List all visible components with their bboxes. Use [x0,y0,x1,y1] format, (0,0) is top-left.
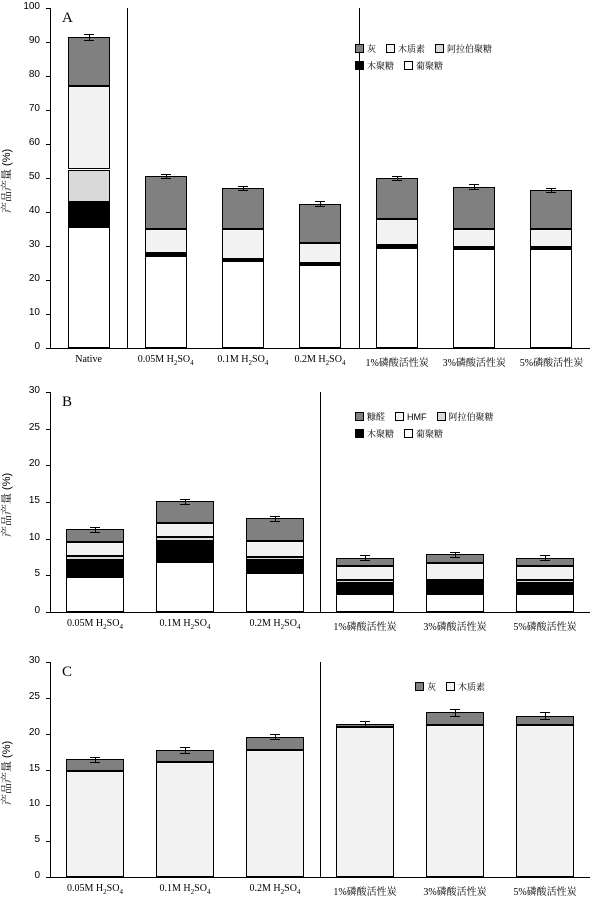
x-tick-label: 0.2M $H_2SO_4$ [249,883,301,896]
y-tick-label: 10 [28,307,40,318]
error-bar-cap [180,499,190,500]
bar-segment [66,771,124,877]
bar-segment [376,219,418,246]
bar-segment [453,187,495,230]
x-tick-label: 0.1M $H_2SO_4$ [217,354,269,367]
y-tick-label: 100 [23,1,40,12]
y-tick [46,392,50,393]
y-tick [46,539,50,540]
legend-row [355,59,502,72]
bar-segment [222,229,264,259]
x-tick-label: 1%磷酸活性炭 [333,887,397,898]
y-tick [46,8,50,9]
bar-segment [145,253,187,256]
legend-swatch [415,682,424,691]
error-bar-cap [360,555,370,556]
error-bar-cap [270,734,280,735]
x-tick-label: 3%磷酸活性炭 [423,887,487,898]
bar-segment [336,566,394,581]
legend-swatch [446,682,455,691]
bar-segment [156,562,214,612]
bar-segment [246,560,304,573]
error-bar-cap [540,560,550,561]
y-tick-label: 40 [28,205,40,216]
legend-c [415,680,495,697]
y-tick-label: 0 [34,870,40,881]
bar-segment [68,86,110,169]
y-tick [46,805,50,806]
group-divider [320,662,321,877]
chart-panel-b [0,382,600,652]
y-tick-label: 10 [28,798,40,810]
y-tick-label: 20 [28,273,40,284]
legend-swatch [437,412,446,421]
panel-letter-a: A [62,10,73,26]
bar-segment [246,750,304,877]
legend-swatch [355,44,364,53]
x-tick-label: 1%磷酸活性炭 [365,358,429,369]
y-tick-label: 30 [28,655,40,666]
y-tick [46,698,50,699]
legend-item [386,42,425,55]
error-bar-cap [469,189,479,190]
x-tick-label: 5%磷酸活性炭 [519,358,584,369]
error-bar-cap [540,719,550,720]
legend-label: 灰 [427,682,437,692]
error-bar-cap [90,757,100,758]
legend-item [435,42,492,55]
y-tick [46,76,50,77]
y-tick-label: 70 [28,103,40,114]
bar-segment [336,727,394,877]
bar-segment [453,249,495,348]
error-bar-cap [546,192,556,193]
legend-item [404,427,443,440]
legend-swatch [355,429,364,438]
legend-label: 木聚糖 [367,61,395,71]
y-tick-label: 80 [28,69,40,80]
x-tick-label: 3%磷酸活性炭 [423,622,487,633]
bar-segment [222,259,264,261]
error-bar-cap [360,727,370,728]
panel-letter-c: C [62,664,73,680]
error-bar-cap [392,180,402,181]
legend-row [355,410,504,423]
bar-segment [68,170,110,202]
y-tick-label: 5 [34,568,40,580]
legend-swatch [404,429,413,438]
bar-segment [426,582,484,594]
error-bar-cap [180,747,190,748]
bar-segment [336,594,394,612]
x-tick-label: 0.2M $H_2SO_4$ [249,618,301,631]
bar-segment [299,204,341,243]
error-bar-cap [546,188,556,189]
bar-segment [299,263,341,265]
y-axis-label: 产品产量 (%) [1,472,13,537]
bar-segment [68,202,110,228]
bar-segment [156,523,214,538]
bar-segment [246,557,304,560]
x-tick-label: 0.05M $H_2SO_4$ [137,354,194,367]
legend-swatch [435,44,444,53]
bar-segment [156,762,214,877]
y-tick-label: 15 [28,495,40,506]
bar-segment [376,178,418,219]
legend-a [355,42,502,76]
chart-panel-c [0,652,600,909]
bar-segment [530,229,572,247]
legend-item [446,680,485,693]
x-axis-a [50,348,590,349]
legend-label: 糠醛 [367,412,386,422]
error-bar-cap [238,190,248,191]
error-bar [545,712,546,719]
error-bar-cap [161,178,171,179]
bar-segment [426,563,484,580]
y-tick-label: 60 [28,137,40,148]
y-tick [46,770,50,771]
legend-row [415,680,495,693]
y-tick [46,144,50,145]
legend-label: 阿拉伯聚糖 [448,412,494,422]
error-bar-cap [540,712,550,713]
y-tick [46,877,50,878]
y-tick [46,42,50,43]
bar-segment [426,725,484,877]
error-bar-cap [450,709,460,710]
y-tick-label: 10 [28,531,40,543]
y-tick-label: 0 [34,341,40,352]
y-tick-label: 5 [34,834,40,846]
y-axis-label: 产品产量 (%) [1,148,13,213]
error-bar-cap [450,557,460,558]
error-bar-cap [450,552,460,553]
y-tick-label: 25 [28,690,40,702]
y-axis-c [50,662,51,877]
error-bar-cap [540,555,550,556]
legend-swatch [355,412,364,421]
bar-segment [222,188,264,229]
y-tick [46,429,50,430]
error-bar-cap [315,201,325,202]
x-tick-label: 5%磷酸活性炭 [513,622,577,633]
bar-segment [299,243,341,264]
y-tick-label: 30 [28,239,40,250]
chart-panel-a [0,0,600,382]
legend-label: 木质素 [398,44,426,54]
bar-segment [156,537,214,541]
error-bar-cap [84,34,94,35]
y-tick [46,734,50,735]
error-bar-cap [392,176,402,177]
y-tick [46,178,50,179]
bar-segment [68,227,110,348]
legend-label: 木聚糖 [367,429,395,439]
bar-segment [530,190,572,229]
legend-item [395,412,427,422]
bar-segment [530,247,572,250]
error-bar-cap [161,174,171,175]
bar-segment [145,176,187,229]
bar-segment [516,725,574,877]
bar-segment [453,247,495,250]
legend-item [355,427,394,440]
bar-segment [336,583,394,595]
x-tick-label: 0.1M $H_2SO_4$ [159,618,211,631]
error-bar-cap [450,716,460,717]
bar-segment [68,37,110,86]
y-tick [46,348,50,349]
x-tick-label: 0.05M $H_2SO_4$ [67,883,123,896]
y-tick-label: 50 [28,171,40,182]
y-tick [46,280,50,281]
x-axis-c [50,877,590,878]
error-bar-cap [180,504,190,505]
bar-segment [453,229,495,247]
error-bar-cap [90,532,100,533]
y-tick [46,612,50,613]
bar-segment [516,594,574,612]
legend-label: 葡聚糖 [416,429,444,439]
legend-item [355,59,394,72]
bar-segment [66,542,124,556]
y-tick [46,465,50,466]
y-tick [46,246,50,247]
x-tick-label: Native [75,354,102,365]
bar-segment [246,541,304,557]
y-tick [46,110,50,111]
error-bar-cap [360,721,370,722]
error-bar-cap [270,516,280,517]
y-tick [46,575,50,576]
bar-segment [516,580,574,582]
legend-row [355,42,502,55]
bar-segment [222,261,264,348]
legend-swatch [404,61,413,70]
bar-segment [156,541,214,562]
legend-swatch [386,44,395,53]
bar-segment [66,577,124,612]
bar-segment [66,560,124,577]
bar-segment [66,556,124,560]
legend-item [415,680,436,693]
x-tick-label: 5%磷酸活性炭 [513,887,577,898]
bar-segment [426,594,484,612]
legend-item [355,42,376,55]
bar-segment [336,580,394,582]
x-tick-label: 1%磷酸活性炭 [333,622,397,633]
bar-segment [516,583,574,595]
error-bar-cap [469,184,479,185]
legend-item [437,410,494,423]
bar-segment [376,248,418,348]
bar-segment [145,256,187,348]
error-bar-cap [84,40,94,41]
error-bar-cap [360,560,370,561]
bar-segment [530,249,572,348]
legend-row [355,427,504,440]
error-bar-cap [238,186,248,187]
panel-letter-b: B [62,394,73,410]
group-divider [320,392,321,612]
legend-label: 葡聚糖 [416,61,444,71]
y-tick [46,841,50,842]
legend-item [355,410,385,423]
bar-segment [145,229,187,253]
legend-item [404,59,443,72]
y-tick [46,502,50,503]
error-bar-cap [90,527,100,528]
error-bar-cap [315,206,325,207]
group-divider [127,8,128,348]
y-tick-label: 0 [34,605,40,616]
legend-label: 木质素 [458,682,486,692]
bar-segment [246,573,304,612]
error-bar-cap [90,762,100,763]
bar-segment [299,265,341,348]
error-bar-cap [180,753,190,754]
x-axis-b [50,612,590,613]
bar-segment [426,580,484,582]
y-tick-label: 20 [28,458,40,470]
y-tick-label: 15 [28,762,40,774]
y-axis-label: 产品产量 (%) [1,740,13,805]
y-tick-label: 30 [28,385,40,396]
bar-segment [376,245,418,248]
legend-label: HMF [407,411,427,422]
x-tick-label: 0.1M $H_2SO_4$ [159,883,211,896]
y-tick [46,314,50,315]
y-axis-a [50,8,51,348]
y-tick [46,212,50,213]
x-tick-label: 0.05M $H_2SO_4$ [67,618,123,631]
y-tick-label: 20 [28,726,40,738]
legend-b [355,410,504,444]
bar-segment [516,566,574,581]
y-tick-label: 90 [28,35,40,46]
error-bar-cap [270,521,280,522]
x-tick-label: 3%磷酸活性炭 [442,358,506,369]
legend-swatch [395,412,404,421]
y-axis-b [50,392,51,612]
error-bar [455,709,456,716]
legend-label: 阿拉伯聚糖 [447,44,493,54]
legend-label: 灰 [367,44,377,54]
y-tick-label: 25 [28,421,40,433]
legend-swatch [355,61,364,70]
error-bar-cap [270,739,280,740]
x-tick-label: 0.2M $H_2SO_4$ [294,354,346,367]
y-tick [46,662,50,663]
